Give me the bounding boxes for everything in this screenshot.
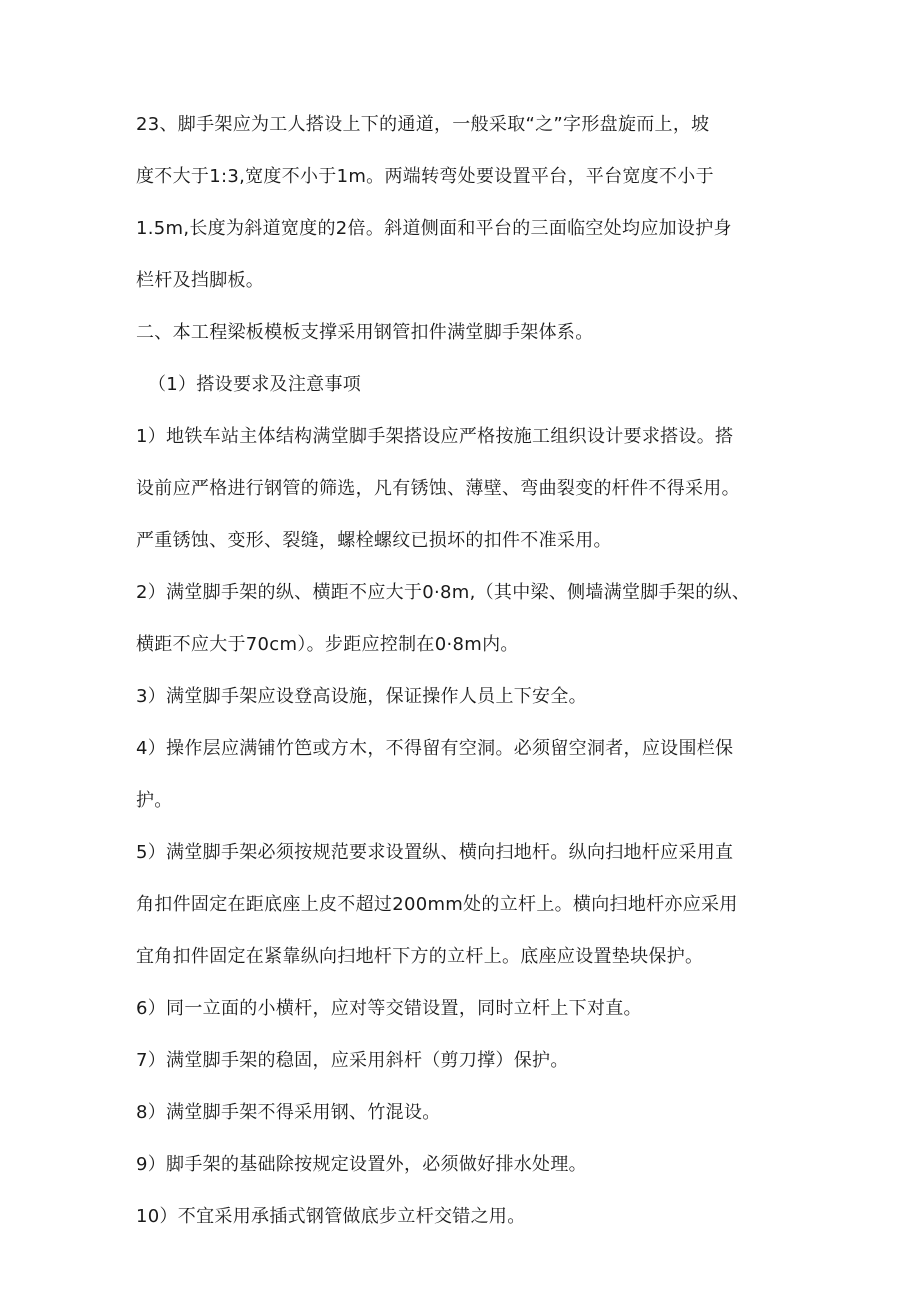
item-5-line-1: 5）满堂脚手架必须按规范要求设置纵、横向扫地杆。纵向扫地杆应采用直 <box>136 842 734 863</box>
item-5-line-3: 宜角扣件固定在紧靠纵向扫地杆下方的立杆上。底座应设置垫块保护。 <box>136 946 704 967</box>
item-1-line-1: 1）地铁车站主体结构满堂脚手架搭设应严格按施工组织设计要求搭设。搭 <box>136 426 734 447</box>
item-2-line-1: 2）满堂脚手架的纵、横距不应大于0·8m,（其中梁、侧墙满堂脚手架的纵、 <box>136 582 751 603</box>
paragraph-23-line-1: 23、脚手架应为工人搭设上下的通道，一般采取“之”字形盘旋而上，坡 <box>136 114 710 135</box>
paragraph-23-line-4: 栏杆及挡脚板。 <box>136 270 265 291</box>
document-body <box>136 112 796 1230</box>
item-1-line-2: 设前应严格进行钢管的筛选，凡有锈蚀、薄壁、弯曲裂变的杆件不得采用。 <box>136 478 740 499</box>
item-2-line-2: 横距不应大于70cm）。步距应控制在0·8m内。 <box>136 634 519 655</box>
item-4-line-1: 4）操作层应满铺竹笆或方木，不得留有空洞。必须留空洞者，应设围栏保 <box>136 738 734 759</box>
item-10: 10）不宜采用承插式钢管做底步立杆交错之用。 <box>136 1206 526 1227</box>
item-9: 9）脚手架的基础除按规定设置外，必须做好排水处理。 <box>136 1154 587 1175</box>
item-6: 6）同一立面的小横杆，应对等交错设置，同时立杆上下对直。 <box>136 998 642 1019</box>
item-1-line-3: 严重锈蚀、变形、裂缝，螺栓螺纹已损坏的扣件不准采用。 <box>136 530 612 551</box>
item-8: 8）满堂脚手架不得采用钢、竹混设。 <box>136 1102 441 1123</box>
subsection-heading-1: （1）搭设要求及注意事项 <box>148 374 362 395</box>
paragraph-23-line-3: 1.5m,长度为斜道宽度的2倍。斜道侧面和平台的三面临空处均应加设护身 <box>136 218 732 239</box>
item-3: 3）满堂脚手架应设登高设施，保证操作人员上下安全。 <box>136 686 587 707</box>
paragraph-23-line-2: 度不大于1:3,宽度不小于1m。两端转弯处要设置平台，平台宽度不小于 <box>136 166 714 187</box>
item-7: 7）满堂脚手架的稳固，应采用斜杆（剪刀撑）保护。 <box>136 1050 569 1071</box>
section-heading-2: 二、本工程梁板模板支撑采用钢管扣件满堂脚手架体系。 <box>136 322 594 343</box>
item-5-line-2: 角扣件固定在距底座上皮不超过200mm处的立杆上。横向扫地杆亦应采用 <box>136 894 738 915</box>
item-4-line-2: 护。 <box>136 790 173 811</box>
